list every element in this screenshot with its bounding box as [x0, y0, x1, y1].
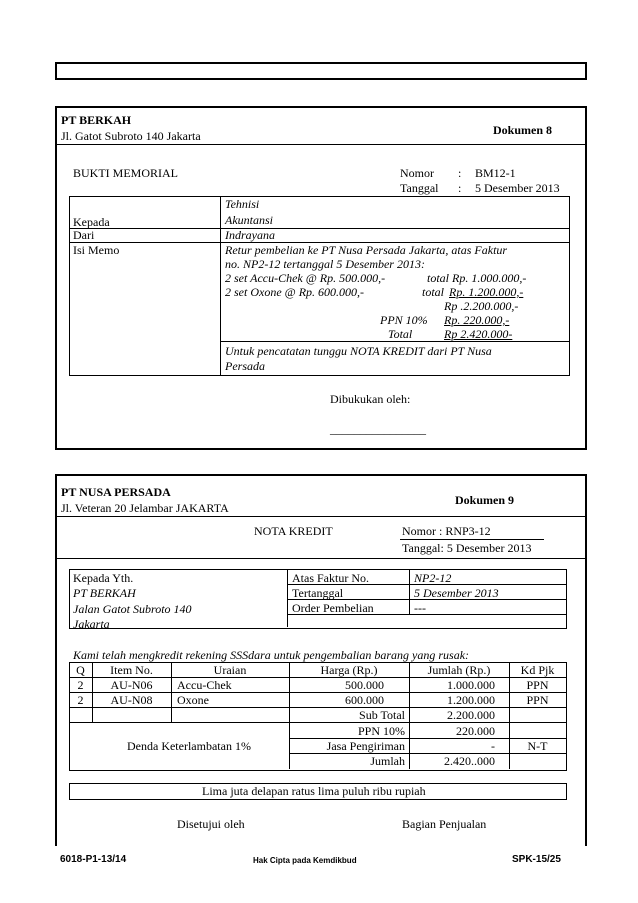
- shipping-tax: N-T: [527, 739, 548, 753]
- nomor-label: Nomor: [400, 166, 434, 180]
- memo-item-2-total-label: total: [422, 285, 445, 299]
- header-bar: [55, 62, 587, 80]
- shipping-label: Jasa Pengiriman: [326, 739, 405, 753]
- sales-dept-label: Bagian Penjualan: [402, 817, 487, 831]
- company-name: PT NUSA PERSADA: [61, 485, 171, 499]
- tanggal-colon: :: [458, 181, 462, 195]
- nomor-value: BM12-1: [475, 166, 516, 180]
- table-cell: PPN: [526, 693, 549, 707]
- dari-label: Dari: [73, 228, 95, 242]
- table-cell: Accu-Chek: [177, 678, 232, 692]
- nomor: Nomor : RNP3-12: [402, 524, 491, 538]
- jumlah-label: Jumlah: [370, 754, 405, 768]
- nomor-colon: :: [458, 166, 462, 180]
- company-name: PT BERKAH: [61, 113, 132, 127]
- company-address: Jl. Gatot Subroto 140 Jakarta: [61, 129, 201, 143]
- kepada-value-2: Akuntansi: [225, 213, 273, 227]
- document-label: Dokumen 8: [493, 123, 553, 137]
- memo-line: Retur pembelian ke PT Nusa Persada Jakarta, atas Faktur: [225, 243, 508, 257]
- header-kd-pjk: Kd Pjk: [520, 663, 555, 677]
- memo-total-value: Rp 2.420.000-: [444, 327, 513, 341]
- dari-value: Indrayana: [225, 228, 275, 242]
- memo-note: Untuk pencatatan tunggu NOTA KREDIT dari PT Nusa: [225, 344, 492, 358]
- tertanggal-label: Tertanggal: [292, 586, 344, 600]
- booked-by-label: Dibukukan oleh:: [330, 392, 411, 406]
- memo-line: no. NP2-12 tertanggal 5 Desember 2013:: [225, 257, 425, 271]
- atas-faktur-label: Atas Faktur No.: [292, 571, 369, 585]
- footer-page: SPK-15/25: [512, 854, 561, 865]
- document-label: Dokumen 9: [455, 493, 515, 507]
- table-cell: 600.000: [345, 693, 384, 707]
- table-cell: PPN: [526, 678, 549, 692]
- memo-ppn-label: PPN 10%: [380, 313, 428, 327]
- memo-ppn-value: Rp. 220.000,-: [444, 313, 510, 327]
- header-q: Q: [76, 663, 85, 677]
- memo-item-1-total: total Rp. 1.000.000,-: [427, 271, 527, 285]
- table-cell: 1.200.000: [447, 693, 495, 707]
- shipping-value: -: [491, 739, 495, 753]
- table-cell: Oxone: [177, 693, 209, 707]
- form-title: NOTA KREDIT: [254, 524, 333, 538]
- isi-memo-label: Isi Memo: [73, 243, 120, 257]
- memo-item-2-total: Rp. 1.200.000,-: [449, 285, 524, 299]
- footer-code: 6018-P1-13/14: [60, 854, 127, 865]
- form-title: BUKTI MEMORIAL: [73, 166, 178, 180]
- atas-faktur-value: NP2-12: [414, 571, 452, 585]
- header-jumlah: Jumlah (Rp.): [427, 663, 491, 677]
- kepada-label: Kepada: [73, 215, 110, 229]
- subtotal-label: Sub Total: [359, 708, 405, 722]
- tanggal-value: 5 Desember 2013: [475, 181, 560, 195]
- divider: [57, 144, 585, 145]
- subtotal-value: 2.200.000: [447, 708, 495, 722]
- table-cell: 2: [77, 678, 84, 692]
- table-cell: AU-N06: [110, 678, 153, 692]
- approved-by-label: Disetujui oleh: [177, 817, 245, 831]
- kepada-line: PT BERKAH: [73, 586, 136, 600]
- memo-note: Persada: [225, 359, 265, 373]
- late-fee-label: Denda Keterlambatan 1%: [127, 739, 251, 753]
- jumlah-value: 2.420..000: [444, 754, 495, 768]
- memo-item-2: 2 set Oxone @ Rp. 600.000,-: [225, 285, 365, 299]
- amount-in-words: Lima juta delapan ratus lima puluh ribu rupiah: [202, 784, 426, 798]
- header-harga: Harga (Rp.): [320, 663, 378, 677]
- header-item-no: Item No.: [110, 663, 153, 677]
- memo-total-label: Total: [388, 327, 413, 341]
- document-9-nota-kredit: [55, 474, 587, 846]
- tanggal: Tanggal: 5 Desember 2013: [402, 541, 532, 555]
- tanggal-label: Tanggal: [400, 181, 439, 195]
- table-cell: 500.000: [345, 678, 384, 692]
- ppn-label: PPN 10%: [357, 724, 405, 738]
- footer-copyright: Hak Cipta pada Kemdikbud: [253, 856, 357, 865]
- order-label: Order Pembelian: [292, 601, 374, 615]
- kepada-value-1: Tehnisi: [225, 197, 260, 211]
- header-uraian: Uraian: [213, 663, 247, 677]
- credit-intro: Kami telah mengkredit rekening SSSdara untuk pengembalian barang yang rusak:: [73, 648, 470, 662]
- company-address: Jl. Veteran 20 Jelambar JAKARTA: [61, 501, 229, 515]
- kepada-label: Kepada Yth.: [73, 571, 134, 585]
- table-cell: 2: [77, 693, 84, 707]
- document-8-bukti-memorial: [55, 106, 587, 450]
- memo-item-1: 2 set Accu-Chek @ Rp. 500.000,-: [225, 271, 386, 285]
- signature-line: ________________: [330, 422, 426, 436]
- table-cell: 1.000.000: [447, 678, 495, 692]
- tertanggal-value: 5 Desember 2013: [414, 586, 499, 600]
- memo-subtotal: Rp .2.200.000,-: [444, 299, 519, 313]
- kepada-line: Jalan Gatot Subroto 140: [73, 602, 192, 616]
- table-cell: AU-N08: [110, 693, 153, 707]
- ppn-value: 220.000: [456, 724, 495, 738]
- order-value: ---: [414, 601, 426, 615]
- kepada-line: Jakarta: [73, 617, 110, 631]
